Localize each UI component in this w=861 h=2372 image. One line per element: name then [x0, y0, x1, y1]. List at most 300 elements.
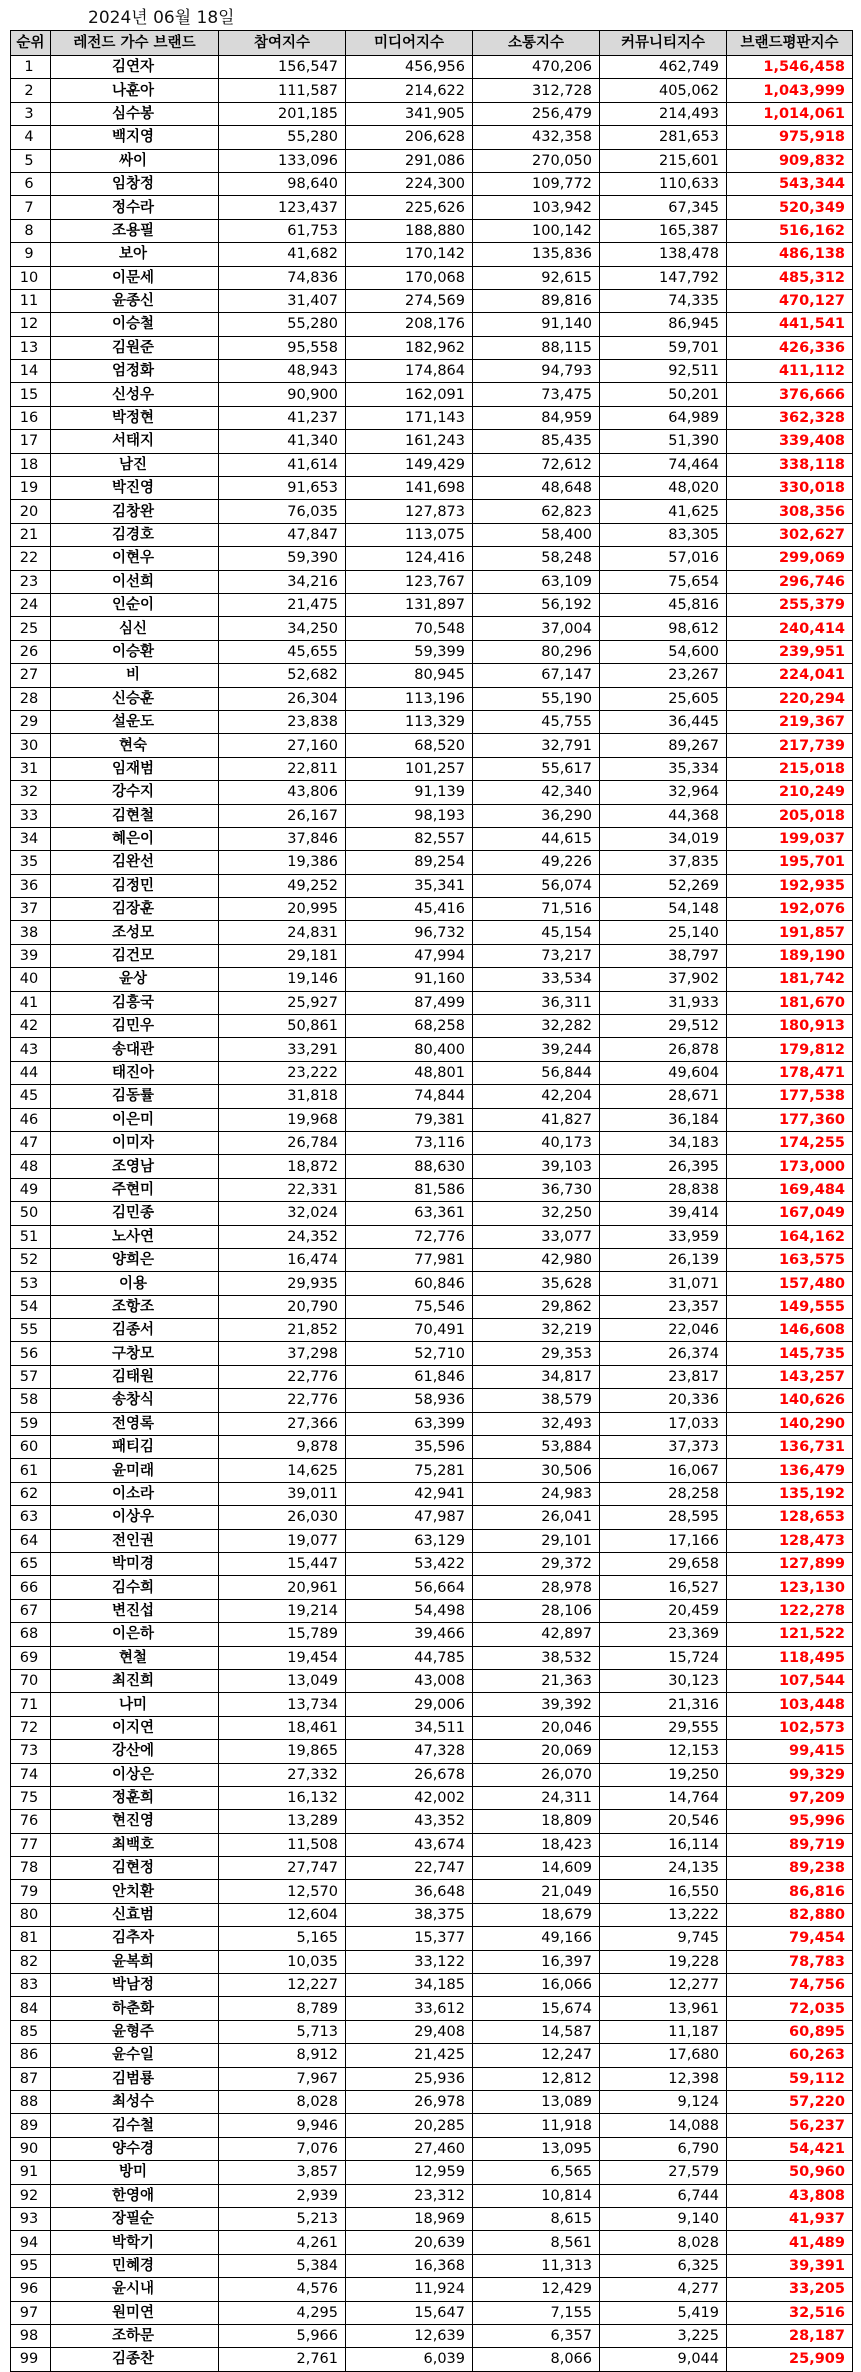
communication-cell: 39,103	[473, 1155, 600, 1178]
rank-cell: 52	[11, 1248, 51, 1271]
rank-cell: 69	[11, 1646, 51, 1669]
table-row	[11, 664, 853, 687]
singer-name-cell: 현진영	[51, 1810, 219, 1833]
community-cell: 33,959	[600, 1225, 727, 1248]
rank-cell: 55	[11, 1319, 51, 1342]
communication-cell: 109,772	[473, 172, 600, 195]
communication-cell: 11,313	[473, 2254, 600, 2277]
rank-cell: 95	[11, 2254, 51, 2277]
brand-index-cell: 118,495	[727, 1646, 853, 1669]
brand-index-cell: 975,918	[727, 126, 853, 149]
participation-cell: 26,167	[219, 804, 346, 827]
media-cell: 47,994	[346, 944, 473, 967]
singer-name-cell: 조항조	[51, 1295, 219, 1318]
table-row	[11, 149, 853, 172]
brand-index-cell: 89,238	[727, 1857, 853, 1880]
brand-index-cell: 181,670	[727, 991, 853, 1014]
rank-cell: 89	[11, 2114, 51, 2137]
table-header-row	[11, 31, 853, 56]
community-cell: 49,604	[600, 1061, 727, 1084]
singer-name-cell: 조영남	[51, 1155, 219, 1178]
singer-name-cell: 한영애	[51, 2184, 219, 2207]
singer-name-cell: 현숙	[51, 734, 219, 757]
communication-cell: 39,392	[473, 1693, 600, 1716]
date-caption: 2024년 06월 18일	[88, 8, 235, 28]
rank-cell: 7	[11, 196, 51, 219]
brand-index-cell: 41,937	[727, 2207, 853, 2230]
communication-cell: 24,983	[473, 1482, 600, 1505]
communication-cell: 71,516	[473, 898, 600, 921]
participation-cell: 31,407	[219, 289, 346, 312]
singer-name-cell: 조하문	[51, 2324, 219, 2347]
media-cell: 98,193	[346, 804, 473, 827]
communication-cell: 16,397	[473, 1950, 600, 1973]
table-row	[11, 1740, 853, 1763]
communication-cell: 12,812	[473, 2067, 600, 2090]
brand-index-cell: 191,857	[727, 921, 853, 944]
participation-cell: 26,304	[219, 687, 346, 710]
singer-name-cell: 이상은	[51, 1763, 219, 1786]
table-row	[11, 1061, 853, 1084]
communication-cell: 29,353	[473, 1342, 600, 1365]
community-cell: 37,373	[600, 1436, 727, 1459]
singer-name-cell: 김민우	[51, 1015, 219, 1038]
participation-cell: 5,165	[219, 1927, 346, 1950]
table-row	[11, 1085, 853, 1108]
media-cell: 73,116	[346, 1131, 473, 1154]
rank-cell: 1	[11, 56, 51, 79]
community-cell: 24,135	[600, 1857, 727, 1880]
table-row	[11, 991, 853, 1014]
participation-cell: 29,935	[219, 1272, 346, 1295]
participation-cell: 23,222	[219, 1061, 346, 1084]
media-cell: 12,959	[346, 2161, 473, 2184]
participation-cell: 9,946	[219, 2114, 346, 2137]
communication-cell: 6,357	[473, 2324, 600, 2347]
table-row	[11, 219, 853, 242]
brand-index-cell: 103,448	[727, 1693, 853, 1716]
table-row	[11, 1716, 853, 1739]
brand-index-cell: 41,489	[727, 2231, 853, 2254]
community-cell: 26,374	[600, 1342, 727, 1365]
community-cell: 16,550	[600, 1880, 727, 1903]
communication-cell: 42,980	[473, 1248, 600, 1271]
table-row	[11, 921, 853, 944]
rank-cell: 57	[11, 1365, 51, 1388]
community-cell: 5,419	[600, 2301, 727, 2324]
media-cell: 225,626	[346, 196, 473, 219]
community-cell: 215,601	[600, 149, 727, 172]
communication-cell: 7,155	[473, 2301, 600, 2324]
table-row	[11, 1833, 853, 1856]
communication-cell: 63,109	[473, 570, 600, 593]
community-cell: 50,201	[600, 383, 727, 406]
table-row	[11, 126, 853, 149]
participation-cell: 41,614	[219, 453, 346, 476]
communication-cell: 20,069	[473, 1740, 600, 1763]
participation-cell: 24,831	[219, 921, 346, 944]
community-cell: 17,033	[600, 1412, 727, 1435]
table-row	[11, 781, 853, 804]
community-cell: 462,749	[600, 56, 727, 79]
participation-cell: 4,576	[219, 2278, 346, 2301]
brand-index-cell: 123,130	[727, 1576, 853, 1599]
singer-name-cell: 원미연	[51, 2301, 219, 2324]
brand-index-cell: 215,018	[727, 757, 853, 780]
rank-cell: 67	[11, 1599, 51, 1622]
participation-cell: 4,295	[219, 2301, 346, 2324]
rank-cell: 91	[11, 2161, 51, 2184]
communication-cell: 73,475	[473, 383, 600, 406]
media-cell: 72,776	[346, 1225, 473, 1248]
table-row	[11, 2254, 853, 2277]
participation-cell: 19,214	[219, 1599, 346, 1622]
singer-name-cell: 방미	[51, 2161, 219, 2184]
rank-cell: 13	[11, 336, 51, 359]
participation-cell: 21,475	[219, 593, 346, 616]
brand-index-cell: 520,349	[727, 196, 853, 219]
table-row	[11, 2067, 853, 2090]
media-cell: 33,122	[346, 1950, 473, 1973]
table-row	[11, 804, 853, 827]
communication-cell: 49,166	[473, 1927, 600, 1950]
singer-name-cell: 최백호	[51, 1833, 219, 1856]
singer-name-cell: 장필순	[51, 2207, 219, 2230]
header-communication: 소통지수	[473, 31, 600, 56]
media-cell: 20,639	[346, 2231, 473, 2254]
rank-cell: 93	[11, 2207, 51, 2230]
brand-index-cell: 338,118	[727, 453, 853, 476]
media-cell: 77,981	[346, 1248, 473, 1271]
participation-cell: 4,261	[219, 2231, 346, 2254]
rank-cell: 73	[11, 1740, 51, 1763]
community-cell: 138,478	[600, 243, 727, 266]
media-cell: 214,622	[346, 79, 473, 102]
communication-cell: 135,836	[473, 243, 600, 266]
participation-cell: 20,995	[219, 898, 346, 921]
brand-index-cell: 362,328	[727, 406, 853, 429]
brand-index-cell: 308,356	[727, 500, 853, 523]
community-cell: 25,140	[600, 921, 727, 944]
communication-cell: 42,204	[473, 1085, 600, 1108]
brand-index-cell: 1,014,061	[727, 102, 853, 125]
table-row	[11, 2231, 853, 2254]
singer-name-cell: 김수희	[51, 1576, 219, 1599]
table-row	[11, 2348, 853, 2371]
media-cell: 34,185	[346, 1974, 473, 1997]
singer-name-cell: 조성모	[51, 921, 219, 944]
media-cell: 60,846	[346, 1272, 473, 1295]
communication-cell: 100,142	[473, 219, 600, 242]
table-row	[11, 734, 853, 757]
rank-cell: 42	[11, 1015, 51, 1038]
communication-cell: 85,435	[473, 430, 600, 453]
rank-cell: 9	[11, 243, 51, 266]
brand-index-cell: 169,484	[727, 1178, 853, 1201]
communication-cell: 58,400	[473, 523, 600, 546]
rank-cell: 46	[11, 1108, 51, 1131]
participation-cell: 18,872	[219, 1155, 346, 1178]
participation-cell: 26,030	[219, 1506, 346, 1529]
community-cell: 41,625	[600, 500, 727, 523]
participation-cell: 111,587	[219, 79, 346, 102]
community-cell: 29,555	[600, 1716, 727, 1739]
table-row	[11, 1295, 853, 1318]
table-row	[11, 593, 853, 616]
communication-cell: 12,429	[473, 2278, 600, 2301]
table-row	[11, 2114, 853, 2137]
rank-cell: 32	[11, 781, 51, 804]
singer-name-cell: 하춘화	[51, 1997, 219, 2020]
community-cell: 54,148	[600, 898, 727, 921]
singer-name-cell: 서태지	[51, 430, 219, 453]
singer-name-cell: 이미자	[51, 1131, 219, 1154]
brand-index-cell: 128,473	[727, 1529, 853, 1552]
community-cell: 13,961	[600, 1997, 727, 2020]
participation-cell: 22,776	[219, 1365, 346, 1388]
rank-cell: 88	[11, 2090, 51, 2113]
communication-cell: 36,311	[473, 991, 600, 1014]
media-cell: 113,329	[346, 710, 473, 733]
rank-cell: 49	[11, 1178, 51, 1201]
rank-cell: 47	[11, 1131, 51, 1154]
community-cell: 4,277	[600, 2278, 727, 2301]
rank-cell: 34	[11, 827, 51, 850]
brand-index-cell: 43,808	[727, 2184, 853, 2207]
participation-cell: 37,298	[219, 1342, 346, 1365]
media-cell: 161,243	[346, 430, 473, 453]
communication-cell: 28,978	[473, 1576, 600, 1599]
media-cell: 68,520	[346, 734, 473, 757]
communication-cell: 21,363	[473, 1669, 600, 1692]
community-cell: 11,187	[600, 2020, 727, 2043]
singer-name-cell: 윤종신	[51, 289, 219, 312]
singer-name-cell: 나미	[51, 1693, 219, 1716]
header-brand: 레전드 가수 브랜드	[51, 31, 219, 56]
table-row	[11, 1786, 853, 1809]
table-row	[11, 2020, 853, 2043]
rank-cell: 54	[11, 1295, 51, 1318]
participation-cell: 41,340	[219, 430, 346, 453]
community-cell: 214,493	[600, 102, 727, 125]
brand-index-cell: 543,344	[727, 172, 853, 195]
brand-index-cell: 339,408	[727, 430, 853, 453]
communication-cell: 8,561	[473, 2231, 600, 2254]
participation-cell: 3,857	[219, 2161, 346, 2184]
media-cell: 75,281	[346, 1459, 473, 1482]
media-cell: 54,498	[346, 1599, 473, 1622]
table-row	[11, 243, 853, 266]
community-cell: 12,398	[600, 2067, 727, 2090]
rank-cell: 20	[11, 500, 51, 523]
rank-cell: 87	[11, 2067, 51, 2090]
media-cell: 20,285	[346, 2114, 473, 2137]
community-cell: 20,459	[600, 1599, 727, 1622]
brand-index-cell: 82,880	[727, 1903, 853, 1926]
brand-index-cell: 239,951	[727, 640, 853, 663]
singer-name-cell: 이선희	[51, 570, 219, 593]
table-row	[11, 1763, 853, 1786]
participation-cell: 95,558	[219, 336, 346, 359]
community-cell: 15,724	[600, 1646, 727, 1669]
media-cell: 291,086	[346, 149, 473, 172]
singer-name-cell: 비	[51, 664, 219, 687]
singer-name-cell: 노사연	[51, 1225, 219, 1248]
table-row	[11, 360, 853, 383]
singer-name-cell: 송대관	[51, 1038, 219, 1061]
header-brand-index: 브랜드평판지수	[727, 31, 853, 56]
communication-cell: 49,226	[473, 851, 600, 874]
community-cell: 28,258	[600, 1482, 727, 1505]
community-cell: 74,335	[600, 289, 727, 312]
participation-cell: 19,077	[219, 1529, 346, 1552]
media-cell: 113,075	[346, 523, 473, 546]
brand-index-cell: 302,627	[727, 523, 853, 546]
table-row	[11, 1225, 853, 1248]
singer-name-cell: 엄정화	[51, 360, 219, 383]
community-cell: 23,357	[600, 1295, 727, 1318]
participation-cell: 59,390	[219, 547, 346, 570]
brand-index-cell: 299,069	[727, 547, 853, 570]
rank-cell: 81	[11, 1927, 51, 1950]
table-row	[11, 1599, 853, 1622]
rank-cell: 58	[11, 1389, 51, 1412]
media-cell: 16,368	[346, 2254, 473, 2277]
rank-cell: 97	[11, 2301, 51, 2324]
brand-index-cell: 486,138	[727, 243, 853, 266]
brand-index-cell: 220,294	[727, 687, 853, 710]
rank-cell: 21	[11, 523, 51, 546]
community-cell: 16,114	[600, 1833, 727, 1856]
rank-cell: 80	[11, 1903, 51, 1926]
brand-index-cell: 163,575	[727, 1248, 853, 1271]
table-row	[11, 547, 853, 570]
table-row	[11, 2184, 853, 2207]
rank-cell: 75	[11, 1786, 51, 1809]
rank-cell: 16	[11, 406, 51, 429]
community-cell: 36,184	[600, 1108, 727, 1131]
community-cell: 19,250	[600, 1763, 727, 1786]
rank-cell: 90	[11, 2137, 51, 2160]
communication-cell: 256,479	[473, 102, 600, 125]
participation-cell: 98,640	[219, 172, 346, 195]
rank-cell: 98	[11, 2324, 51, 2347]
singer-name-cell: 김완선	[51, 851, 219, 874]
participation-cell: 7,967	[219, 2067, 346, 2090]
singer-name-cell: 김태원	[51, 1365, 219, 1388]
singer-name-cell: 안치환	[51, 1880, 219, 1903]
participation-cell: 22,776	[219, 1389, 346, 1412]
community-cell: 23,369	[600, 1623, 727, 1646]
communication-cell: 18,809	[473, 1810, 600, 1833]
participation-cell: 37,846	[219, 827, 346, 850]
brand-index-cell: 157,480	[727, 1272, 853, 1295]
community-cell: 74,464	[600, 453, 727, 476]
participation-cell: 19,865	[219, 1740, 346, 1763]
singer-name-cell: 조용필	[51, 219, 219, 242]
community-cell: 34,183	[600, 1131, 727, 1154]
communication-cell: 67,147	[473, 664, 600, 687]
table-row	[11, 1272, 853, 1295]
table-row	[11, 2044, 853, 2067]
communication-cell: 14,609	[473, 1857, 600, 1880]
rank-cell: 84	[11, 1997, 51, 2020]
communication-cell: 36,730	[473, 1178, 600, 1201]
singer-name-cell: 이용	[51, 1272, 219, 1295]
community-cell: 405,062	[600, 79, 727, 102]
rank-cell: 56	[11, 1342, 51, 1365]
table-row	[11, 1319, 853, 1342]
rank-cell: 50	[11, 1202, 51, 1225]
media-cell: 131,897	[346, 593, 473, 616]
brand-index-cell: 89,719	[727, 1833, 853, 1856]
rank-cell: 40	[11, 968, 51, 991]
brand-index-cell: 205,018	[727, 804, 853, 827]
media-cell: 25,936	[346, 2067, 473, 2090]
rank-cell: 78	[11, 1857, 51, 1880]
brand-index-cell: 426,336	[727, 336, 853, 359]
singer-name-cell: 정수라	[51, 196, 219, 219]
community-cell: 16,527	[600, 1576, 727, 1599]
brand-index-cell: 72,035	[727, 1997, 853, 2020]
community-cell: 75,654	[600, 570, 727, 593]
rank-cell: 14	[11, 360, 51, 383]
table-row	[11, 1646, 853, 1669]
participation-cell: 5,213	[219, 2207, 346, 2230]
community-cell: 64,989	[600, 406, 727, 429]
participation-cell: 41,682	[219, 243, 346, 266]
rank-cell: 60	[11, 1436, 51, 1459]
community-cell: 28,595	[600, 1506, 727, 1529]
community-cell: 6,325	[600, 2254, 727, 2277]
table-row	[11, 500, 853, 523]
table-row	[11, 1529, 853, 1552]
participation-cell: 5,384	[219, 2254, 346, 2277]
communication-cell: 53,884	[473, 1436, 600, 1459]
table-row	[11, 172, 853, 195]
communication-cell: 13,089	[473, 2090, 600, 2113]
participation-cell: 123,437	[219, 196, 346, 219]
media-cell: 79,381	[346, 1108, 473, 1131]
media-cell: 123,767	[346, 570, 473, 593]
brand-index-cell: 122,278	[727, 1599, 853, 1622]
communication-cell: 29,862	[473, 1295, 600, 1318]
participation-cell: 52,682	[219, 664, 346, 687]
community-cell: 83,305	[600, 523, 727, 546]
table-row	[11, 757, 853, 780]
participation-cell: 18,461	[219, 1716, 346, 1739]
table-row	[11, 56, 853, 79]
table-row	[11, 2207, 853, 2230]
brand-index-cell: 210,249	[727, 781, 853, 804]
communication-cell: 33,077	[473, 1225, 600, 1248]
media-cell: 53,422	[346, 1553, 473, 1576]
table-row	[11, 1857, 853, 1880]
brand-index-cell: 74,756	[727, 1974, 853, 1997]
singer-name-cell: 신성우	[51, 383, 219, 406]
media-cell: 88,630	[346, 1155, 473, 1178]
media-cell: 63,399	[346, 1412, 473, 1435]
communication-cell: 42,897	[473, 1623, 600, 1646]
participation-cell: 9,878	[219, 1436, 346, 1459]
participation-cell: 29,181	[219, 944, 346, 967]
rank-cell: 24	[11, 593, 51, 616]
table-row	[11, 1459, 853, 1482]
table-row	[11, 1412, 853, 1435]
communication-cell: 55,190	[473, 687, 600, 710]
community-cell: 28,671	[600, 1085, 727, 1108]
communication-cell: 24,311	[473, 1786, 600, 1809]
